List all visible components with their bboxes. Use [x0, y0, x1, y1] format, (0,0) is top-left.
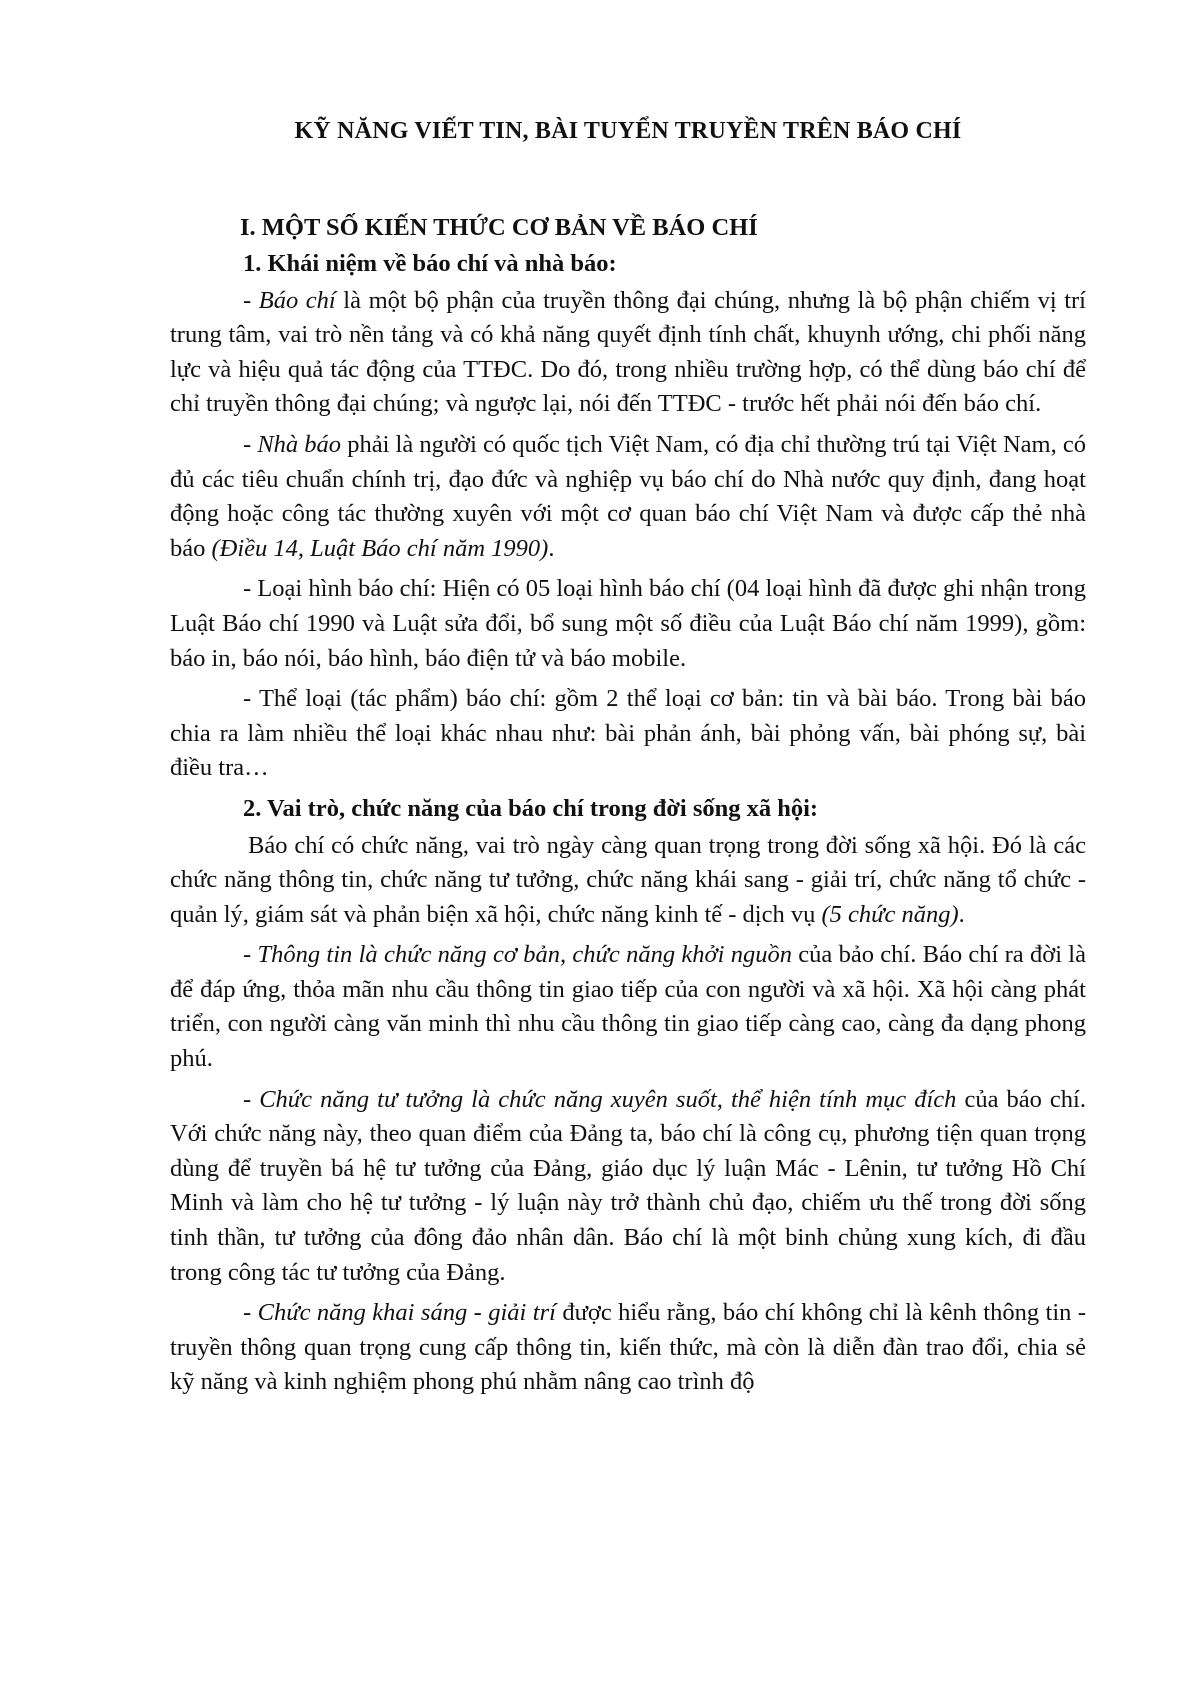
paragraph-text: của bảo chí. Báo chí ra đời là để đáp ứng, thỏa mãn nhu cầu thông tin giao tiếp của con người và xã hội. Xã hội càng phát triển, con người càng văn minh thì nhu cầu thông tin giao tiếp càng cao, càng đa dạng phong phú. — [170, 941, 1086, 1073]
section-heading: I. MỘT SỐ KIẾN THỨC CƠ BẢN VỀ BÁO CHÍ — [240, 214, 758, 241]
subheading-roles: 2. Vai trò, chức năng của báo chí trong đời sống xã hội: — [243, 794, 819, 822]
paragraph-ideology-function — [170, 1083, 1086, 1291]
paragraph-lead: - — [243, 1085, 260, 1113]
paragraph-information-function — [170, 938, 1086, 1076]
document-body — [170, 247, 1086, 1406]
paragraph-enlightenment-function — [170, 1296, 1086, 1400]
paragraph-end: . — [548, 534, 555, 562]
term-information-function: Thông tin là chức năng cơ bản, chức năng khởi nguồn — [257, 941, 792, 969]
paragraph-text: là một bộ phận của truyền thông đại chúng, nhưng là bộ phận chiếm vị trí trung tâm, vai trò nền tảng và có khả năng quyết định tính chất, khuynh ướng, chi phối năng lực và hiệu quả tác động của TTĐC. Do đó, trong nhiều trường hợp, có thể dùng báo chí để chỉ truyền thông đại chúng; và ngược lại, nói đến TTĐC - trước hết phải nói đến báo chí. — [170, 286, 1086, 418]
term-ideology-function: Chức năng tư tưởng là chức năng xuyên suốt, thể hiện tính mục đích — [259, 1085, 957, 1113]
paragraph-text: phải là người có quốc tịch Việt Nam, có địa chỉ thường trú tại Việt Nam, có đủ các tiêu chuẩn chính trị, đạo đức và nghiệp vụ báo chí do Nhà nước quy định, đang hoạt động hoặc công tác thường xuyên với một cơ quan báo chí Việt Nam và được cấp thẻ nhà báo — [170, 430, 1086, 562]
term-enlightenment-function: Chức năng khai sáng - giải trí — [257, 1299, 556, 1327]
document-title: KỸ NĂNG VIẾT TIN, BÀI TUYỂN TRUYỀN TRÊN BÁO CHÍ — [294, 118, 962, 144]
paragraph-functions-overview — [170, 829, 1086, 933]
paragraph-text: Báo chí có chức năng, vai trò ngày càng quan trọng trong đời sống xã hội. Đó là các chức năng thông tin, chức năng tư tưởng, chức năng khái sang - giải trí, chức năng tổ chức - quản lý, giám sát và phản biện xã hội, chức năng kinh tế - dịch vụ — [170, 831, 1086, 928]
term-journalist: Nhà báo — [257, 430, 342, 458]
paragraph-lead: - — [243, 286, 259, 314]
paragraph-lead: - — [243, 941, 258, 969]
paragraph-text: được hiểu rằng, báo chí không chỉ là kênh thông tin - truyền thông quan trọng cung cấp thông tin, kiến thức, mà còn là diễn đàn trao đổi, chia sẻ kỹ năng và kinh nghiệm phong phú nhằm nâng cao trình độ — [170, 1299, 1087, 1396]
paragraph-press-genres: - Thể loại (tác phẩm) báo chí: gồm 2 thể loại cơ bản: tin và bài báo. Trong bài báo chia ra làm nhiều thể loại khác nhau như: bài phản ánh, bài phỏng vấn, bài phóng sự, bài điều tra… — [170, 685, 1086, 782]
paragraph-lead: - — [243, 1299, 258, 1327]
paragraph-press-definition — [170, 284, 1086, 422]
paragraph-journalist-definition — [170, 428, 1086, 566]
paragraph-press-types: - Loại hình báo chí: Hiện có 05 loại hình báo chí (04 loại hình đã được ghi nhận trong Luật Báo chí 1990 và Luật sửa đổi, bổ sung một số điều của Luật Báo chí năm 1999), gồm: báo in, báo nói, báo hình, báo điện tử và báo mobile. — [170, 575, 1086, 672]
paragraph-text: của báo chí. Với chức năng này, theo quan điểm của Đảng ta, báo chí là công cụ, phương tiện quan trọng dùng để truyền bá hệ tư tưởng của Đảng, giáo dục lý luận Mác - Lênin, tư tưởng Hồ Chí Minh và làm cho hệ tư tưởng - lý luận này trở thành chủ đạo, chiếm ưu thế trong đời sống tinh thần, tư tưởng của đông đảo nhân dân. Báo chí là một binh chủng xung kích, đi đầu trong công tác tư tưởng của Đảng. — [170, 1085, 1086, 1286]
term-press: Báo chí — [258, 286, 336, 314]
paragraph-lead: - — [243, 430, 258, 458]
legal-citation: (Điều 14, Luật Báo chí năm 1990) — [211, 534, 549, 562]
paragraph-end: . — [958, 900, 965, 928]
subheading-concept: 1. Khái niệm về báo chí và nhà báo: — [243, 250, 617, 277]
functions-count: (5 chức năng) — [821, 900, 959, 928]
